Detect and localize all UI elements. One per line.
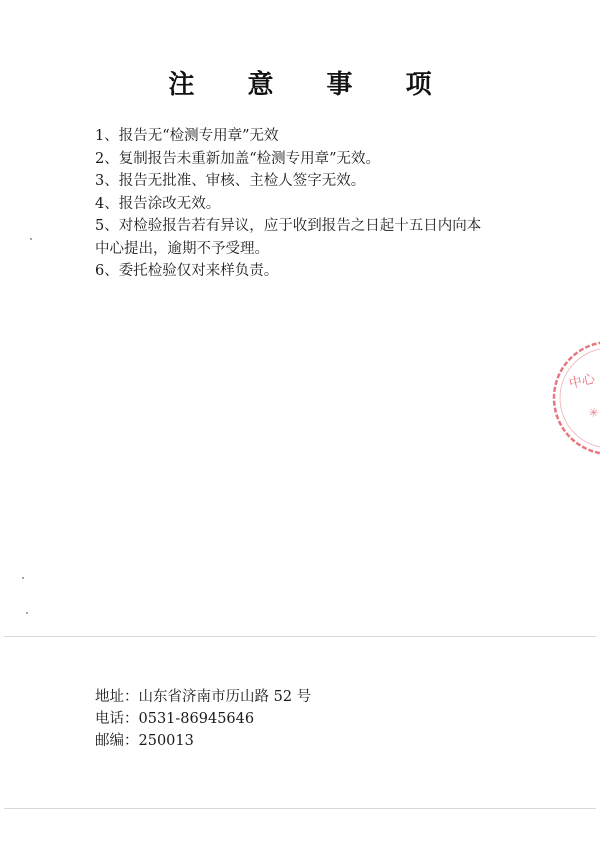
page-title: 注 意 事 项 (168, 70, 454, 100)
contact-postcode: 邮编：250013 (95, 733, 194, 749)
footer-divider-top (4, 636, 596, 637)
scan-speck (30, 238, 32, 240)
note-item-3: 3、报告无批准、审核、主检人签字无效。 (95, 173, 366, 189)
note-item-1: 1、报告无“检测专用章”无效 (95, 128, 279, 144)
note-item-6: 6、委托检验仅对来样负责。 (95, 263, 279, 279)
note-item-2: 2、复制报告未重新加盖“检测专用章”无效。 (95, 150, 381, 167)
note-item-5-continued: 中心提出，逾期不予受理。 (95, 240, 269, 257)
note-item-4: 4、报告涂改无效。 (95, 195, 221, 212)
scan-speck (26, 612, 28, 614)
svg-text:中心: 中心 (567, 371, 597, 392)
svg-text:✳: ✳ (587, 405, 600, 421)
contact-phone: 电话：0531-86945646 (95, 711, 255, 727)
contact-address: 地址：山东省济南市历山路 52 号 (95, 689, 312, 705)
notes-list (95, 125, 535, 283)
note-item-5: 5、对检验报告若有异议，应于收到报告之日起十五日内向本 (95, 218, 482, 234)
inspection-seal-stamp (548, 338, 600, 458)
contact-block (95, 686, 495, 752)
scan-speck (22, 577, 24, 579)
footer-divider-bottom (4, 808, 596, 809)
